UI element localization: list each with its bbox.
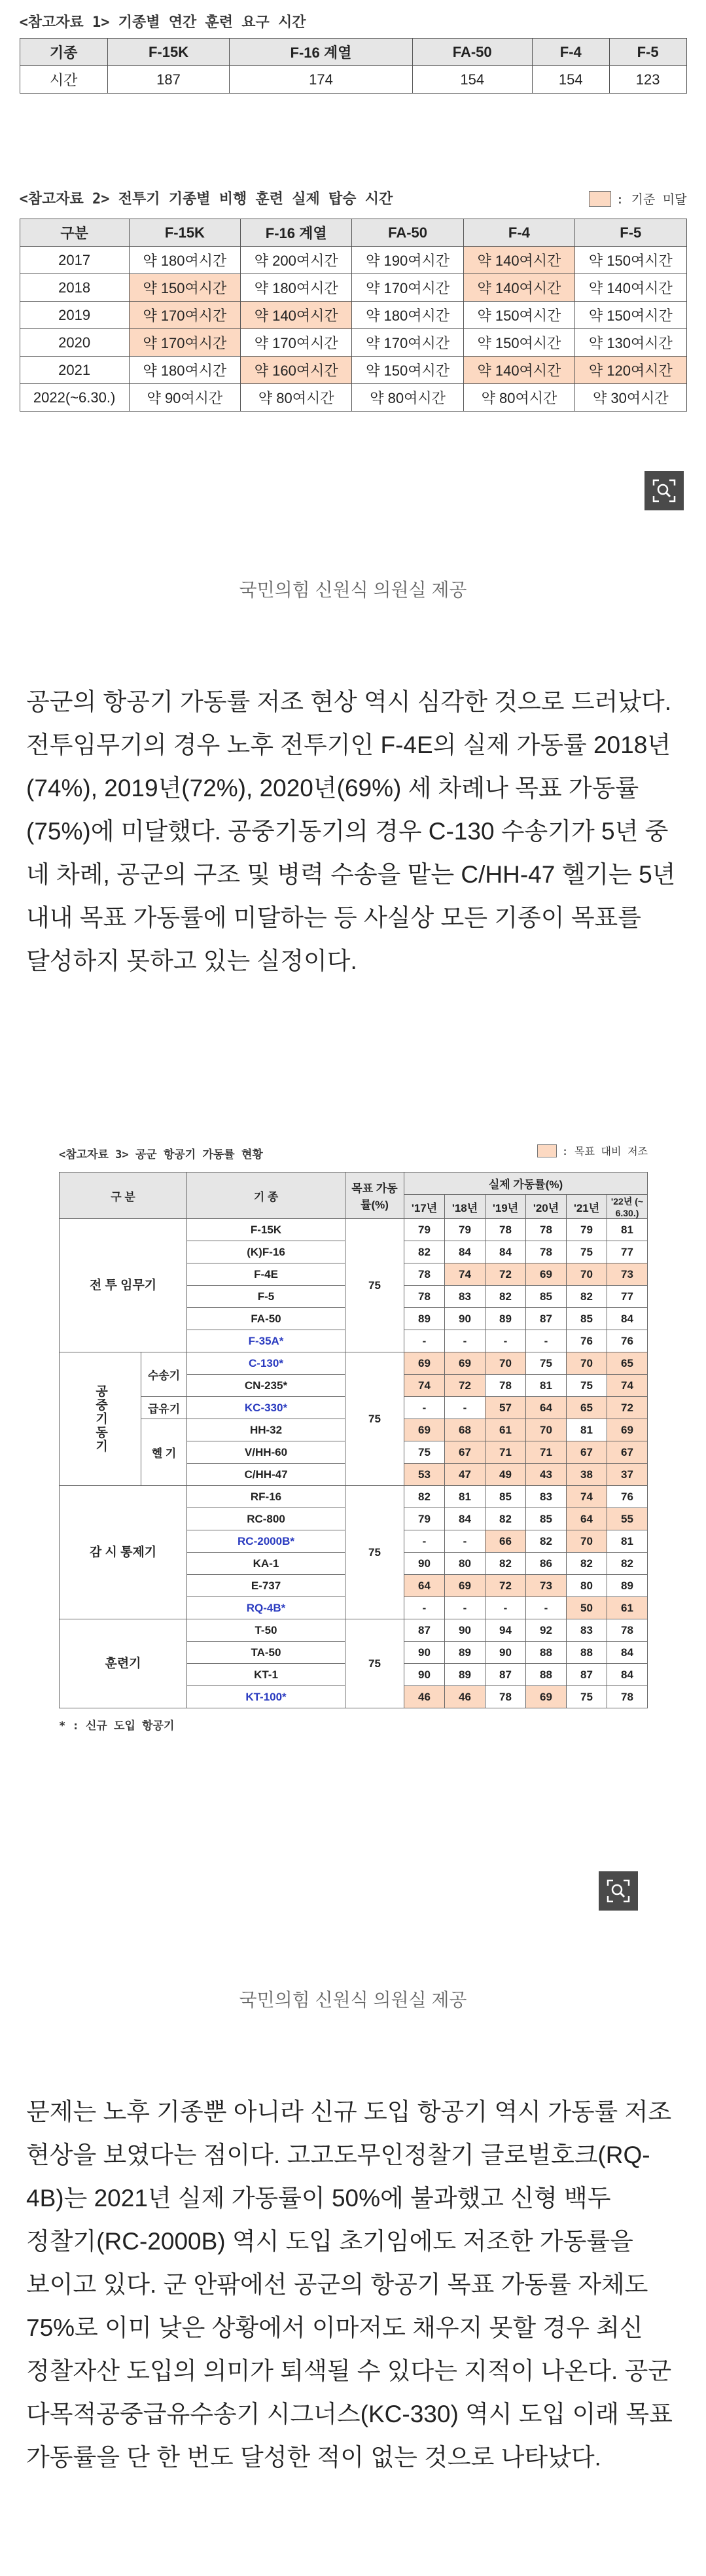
rate-cell: 87 bbox=[485, 1664, 526, 1686]
target-cell: 75 bbox=[345, 1486, 404, 1619]
aircraft-type-cell: (K)F-16 bbox=[187, 1241, 345, 1263]
table-header-cell: F-4 bbox=[532, 39, 609, 66]
rate-cell: 81 bbox=[526, 1375, 567, 1397]
reference-table-1-figure bbox=[0, 13, 706, 94]
rate-cell: 89 bbox=[445, 1642, 485, 1664]
legend bbox=[537, 1143, 648, 1158]
rate-cell: - bbox=[404, 1530, 445, 1553]
table-cell: 약 80여시간 bbox=[241, 384, 352, 412]
rate-cell: 38 bbox=[567, 1464, 607, 1486]
rate-cell: 89 bbox=[404, 1308, 445, 1330]
aircraft-type-cell: KC-330* bbox=[187, 1397, 345, 1419]
rate-cell: 84 bbox=[445, 1508, 485, 1530]
rate-cell: 82 bbox=[485, 1553, 526, 1575]
table-header-cell: F-15K bbox=[129, 219, 240, 247]
rate-cell: 69 bbox=[526, 1686, 567, 1708]
table-header-cell: 기종 bbox=[20, 39, 107, 66]
rate-cell: 80 bbox=[445, 1553, 485, 1575]
group-cell: 감 시 통제기 bbox=[60, 1486, 187, 1619]
reference-2-table bbox=[20, 219, 687, 412]
rate-cell: 90 bbox=[445, 1619, 485, 1642]
table-header-cell: FA-50 bbox=[352, 219, 463, 247]
table-header-cell: FA-50 bbox=[412, 39, 532, 66]
rate-cell: 85 bbox=[526, 1508, 567, 1530]
rate-cell: 75 bbox=[567, 1375, 607, 1397]
table-cell: 174 bbox=[230, 66, 412, 94]
rate-cell: 76 bbox=[607, 1486, 648, 1508]
rate-cell: 82 bbox=[485, 1508, 526, 1530]
aircraft-type-cell: T-50 bbox=[187, 1619, 345, 1642]
table-header-cell: 구분 bbox=[20, 219, 129, 247]
magnifier-icon bbox=[605, 1878, 631, 1904]
legend-swatch bbox=[589, 191, 611, 207]
rate-cell: 82 bbox=[404, 1486, 445, 1508]
table-cell: 약 170여시간 bbox=[129, 329, 240, 357]
group-cell: 공중기동기 bbox=[60, 1352, 141, 1486]
rate-cell: 78 bbox=[485, 1219, 526, 1241]
aircraft-type-cell: CN-235* bbox=[187, 1375, 345, 1397]
rate-cell: 83 bbox=[445, 1286, 485, 1308]
aircraft-type-cell: V/HH-60 bbox=[187, 1441, 345, 1464]
rate-cell: 69 bbox=[404, 1352, 445, 1375]
rate-cell: 67 bbox=[567, 1441, 607, 1464]
article-paragraph-2: 문제는 노후 기종뿐 아니라 신규 도입 항공기 역시 가동률 저조 현상을 보였다는 점이다. 고고도무인정찰기 글로벌호크(RQ-4B)는 2021년 실제 가동률이 50%에 불과했고 신형 백두 정찰기(RC-2000B) 역시 도입 초기임에도 저조한 가동률을 보이고 있다. 군 안팎에선 공군의 항공기 목표 가동률 자체도 75%로 이미 낮은 상황에서 이마저도 채우지 못할 경우 최신 정찰자산 도입의 의미가 퇴색될 수 있다는 지적이 나온다. 공군 다목적공중급유수송기 시그너스(KC-330) 역시 도입 이래 목표 가동률을 단 한 번도 달성한 적이 없는 것으로 나타났다. bbox=[26, 2098, 673, 2471]
rate-cell: 86 bbox=[526, 1553, 567, 1575]
table-header-row bbox=[20, 219, 686, 247]
rate-cell: 78 bbox=[526, 1241, 567, 1263]
table-cell: 약 140여시간 bbox=[575, 274, 686, 302]
rate-cell: 89 bbox=[485, 1308, 526, 1330]
table-row bbox=[60, 1486, 648, 1508]
table-cell: 약 140여시간 bbox=[463, 247, 574, 274]
rate-cell: 84 bbox=[485, 1241, 526, 1263]
rate-cell: 88 bbox=[526, 1642, 567, 1664]
rate-cell: 65 bbox=[567, 1397, 607, 1419]
aircraft-type-cell: FA-50 bbox=[187, 1308, 345, 1330]
table-cell: 187 bbox=[107, 66, 230, 94]
rate-cell: 83 bbox=[567, 1619, 607, 1642]
rate-cell: 67 bbox=[445, 1441, 485, 1464]
rate-cell: 61 bbox=[485, 1419, 526, 1441]
rate-cell: 81 bbox=[607, 1530, 648, 1553]
rate-cell: 75 bbox=[567, 1241, 607, 1263]
table-cell: 약 200여시간 bbox=[241, 247, 352, 274]
table-header-cell: F-5 bbox=[609, 39, 686, 66]
rate-cell: - bbox=[526, 1597, 567, 1619]
table-cell: 약 170여시간 bbox=[129, 302, 240, 329]
aircraft-type-cell: F-5 bbox=[187, 1286, 345, 1308]
rate-cell: - bbox=[445, 1530, 485, 1553]
rate-cell: 47 bbox=[445, 1464, 485, 1486]
rate-cell: 90 bbox=[404, 1553, 445, 1575]
table-row bbox=[20, 302, 686, 329]
rate-cell: - bbox=[445, 1597, 485, 1619]
aircraft-type-cell: C/HH-47 bbox=[187, 1464, 345, 1486]
rate-cell: 46 bbox=[445, 1686, 485, 1708]
table-cell: 약 170여시간 bbox=[241, 329, 352, 357]
table-cell: 약 140여시간 bbox=[241, 302, 352, 329]
rate-cell: 81 bbox=[607, 1219, 648, 1241]
table-cell: 약 140여시간 bbox=[463, 274, 574, 302]
rate-cell: 69 bbox=[445, 1352, 485, 1375]
rate-cell: 74 bbox=[607, 1375, 648, 1397]
aircraft-type-cell: KT-100* bbox=[187, 1686, 345, 1708]
table-cell: 약 150여시간 bbox=[463, 329, 574, 357]
rate-cell: 70 bbox=[567, 1530, 607, 1553]
table-cell: 약 170여시간 bbox=[352, 274, 463, 302]
year-header-cell: '22년 (~ 6.30.) bbox=[607, 1195, 648, 1219]
rate-cell: 84 bbox=[607, 1664, 648, 1686]
rate-cell: 71 bbox=[526, 1441, 567, 1464]
rate-cell: 69 bbox=[607, 1419, 648, 1441]
article-paragraph-1: 공군의 항공기 가동률 저조 현상 역시 심각한 것으로 드러났다. 전투임무기의 경우 노후 전투기인 F-4E의 실제 가동률 2018년(74%), 2019년(72%), 2020년(69%) 세 차례나 목표 가동률(75%)에 미달했다. 공중기동기의 경우 C-130 수송기가 5년 중 네 차례, 공군의 구조 및 병력 수송을 맡는 C/HH-47 헬기는 5년 내내 목표 가동률에 미달하는 등 사실상 모든 기종이 목표를 달성하지 못하고 있는 실정이다. bbox=[26, 688, 676, 974]
rate-cell: - bbox=[445, 1397, 485, 1419]
table-cell: 약 150여시간 bbox=[575, 302, 686, 329]
aircraft-type-cell: HH-32 bbox=[187, 1419, 345, 1441]
rate-cell: 82 bbox=[485, 1286, 526, 1308]
aircraft-type-cell: RF-16 bbox=[187, 1486, 345, 1508]
table-row bbox=[60, 1619, 648, 1642]
aircraft-type-cell: C-130* bbox=[187, 1352, 345, 1375]
reference-table-2-figure bbox=[0, 190, 706, 412]
rate-cell: 78 bbox=[607, 1619, 648, 1642]
rate-cell: 89 bbox=[607, 1575, 648, 1597]
legend bbox=[589, 190, 687, 207]
table-cell: 약 80여시간 bbox=[352, 384, 463, 412]
rate-cell: 79 bbox=[404, 1219, 445, 1241]
rate-cell: 72 bbox=[607, 1397, 648, 1419]
year-cell: 2019 bbox=[20, 302, 129, 329]
rate-cell: 78 bbox=[607, 1686, 648, 1708]
footnote: * : 신규 도입 항공기 bbox=[59, 1720, 175, 1733]
rate-cell: 73 bbox=[526, 1575, 567, 1597]
zoom-button[interactable] bbox=[599, 1871, 638, 1911]
rate-cell: 73 bbox=[607, 1263, 648, 1286]
rate-cell: 94 bbox=[485, 1619, 526, 1642]
aircraft-type-cell: F-35A* bbox=[187, 1330, 345, 1352]
table-header-cell: F-4 bbox=[463, 219, 574, 247]
aircraft-type-cell: KA-1 bbox=[187, 1553, 345, 1575]
rate-cell: 84 bbox=[607, 1308, 648, 1330]
table-cell: 약 80여시간 bbox=[463, 384, 574, 412]
subgroup-cell: 급유기 bbox=[141, 1397, 187, 1419]
rate-cell: 66 bbox=[485, 1530, 526, 1553]
rate-cell: 75 bbox=[526, 1352, 567, 1375]
table-cell: 154 bbox=[412, 66, 532, 94]
table-header-cell: 기 종 bbox=[187, 1173, 345, 1219]
reference-2-title: <참고자료 2> 전투기 기종별 비행 훈련 실제 탑승 시간 bbox=[19, 191, 393, 207]
rate-cell: 81 bbox=[445, 1486, 485, 1508]
rate-cell: 82 bbox=[607, 1553, 648, 1575]
reference-3-table bbox=[59, 1172, 648, 1708]
rate-cell: 70 bbox=[526, 1419, 567, 1441]
aircraft-type-cell: RC-800 bbox=[187, 1508, 345, 1530]
year-cell: 2018 bbox=[20, 274, 129, 302]
rate-cell: 70 bbox=[485, 1352, 526, 1375]
table-row bbox=[60, 1219, 648, 1241]
rate-cell: 87 bbox=[567, 1664, 607, 1686]
aircraft-type-cell: F-15K bbox=[187, 1219, 345, 1241]
year-header-cell: '21년 bbox=[567, 1195, 607, 1219]
rate-cell: - bbox=[404, 1330, 445, 1352]
table-header-cell: F-15K bbox=[107, 39, 230, 66]
rate-cell: 78 bbox=[485, 1375, 526, 1397]
rate-cell: 69 bbox=[404, 1419, 445, 1441]
table-row bbox=[20, 247, 686, 274]
table-cell: 154 bbox=[532, 66, 609, 94]
rate-cell: - bbox=[485, 1597, 526, 1619]
table-header-cell: F-5 bbox=[575, 219, 686, 247]
rate-cell: 85 bbox=[526, 1286, 567, 1308]
rate-cell: 80 bbox=[567, 1575, 607, 1597]
rate-cell: 78 bbox=[404, 1286, 445, 1308]
reference-table-3-figure bbox=[59, 1143, 648, 1733]
aircraft-type-cell: F-4E bbox=[187, 1263, 345, 1286]
year-cell: 2020 bbox=[20, 329, 129, 357]
rate-cell: 67 bbox=[607, 1441, 648, 1464]
table-cell: 약 150여시간 bbox=[352, 357, 463, 384]
table-header-row bbox=[60, 1173, 648, 1195]
rate-cell: 55 bbox=[607, 1508, 648, 1530]
aircraft-type-cell: TA-50 bbox=[187, 1642, 345, 1664]
rate-cell: - bbox=[526, 1330, 567, 1352]
rate-cell: 88 bbox=[526, 1664, 567, 1686]
rate-cell: 50 bbox=[567, 1597, 607, 1619]
year-cell: 2021 bbox=[20, 357, 129, 384]
target-cell: 75 bbox=[345, 1352, 404, 1486]
rate-cell: 85 bbox=[485, 1486, 526, 1508]
rate-cell: 87 bbox=[404, 1619, 445, 1642]
table-row bbox=[20, 357, 686, 384]
year-header-cell: '18년 bbox=[445, 1195, 485, 1219]
rate-cell: 90 bbox=[404, 1642, 445, 1664]
image-caption-2: 국민의힘 신원식 의원실 제공 bbox=[239, 1990, 467, 2010]
rate-cell: 61 bbox=[607, 1597, 648, 1619]
aircraft-type-cell: E-737 bbox=[187, 1575, 345, 1597]
aircraft-type-cell: RQ-4B* bbox=[187, 1597, 345, 1619]
table-cell: 약 160여시간 bbox=[241, 357, 352, 384]
aircraft-type-cell: KT-1 bbox=[187, 1664, 345, 1686]
table-cell: 약 150여시간 bbox=[575, 247, 686, 274]
year-header-cell: '19년 bbox=[485, 1195, 526, 1219]
table-cell: 약 170여시간 bbox=[352, 329, 463, 357]
rate-cell: 92 bbox=[526, 1619, 567, 1642]
rate-cell: 78 bbox=[526, 1219, 567, 1241]
rate-cell: 82 bbox=[404, 1241, 445, 1263]
rate-cell: 46 bbox=[404, 1686, 445, 1708]
table-row bbox=[20, 274, 686, 302]
rate-cell: - bbox=[445, 1330, 485, 1352]
group-cell: 훈련기 bbox=[60, 1619, 187, 1708]
legend-label: : 목표 대비 저조 bbox=[561, 1145, 648, 1157]
rate-cell: 89 bbox=[445, 1664, 485, 1686]
rate-cell: 43 bbox=[526, 1464, 567, 1486]
rate-cell: 82 bbox=[526, 1530, 567, 1553]
year-header-cell: '20년 bbox=[526, 1195, 567, 1219]
rate-cell: 82 bbox=[567, 1553, 607, 1575]
rate-cell: 72 bbox=[485, 1263, 526, 1286]
reference-3-title: <참고자료 3> 공군 항공기 가동률 현황 bbox=[59, 1148, 263, 1161]
rate-cell: 88 bbox=[567, 1642, 607, 1664]
rate-cell: 74 bbox=[445, 1263, 485, 1286]
reference-1-table bbox=[20, 38, 687, 94]
rate-cell: 72 bbox=[445, 1375, 485, 1397]
rate-cell: 69 bbox=[445, 1575, 485, 1597]
rate-cell: - bbox=[404, 1597, 445, 1619]
rate-cell: 76 bbox=[567, 1330, 607, 1352]
rate-cell: 74 bbox=[404, 1375, 445, 1397]
table-row bbox=[60, 1352, 648, 1375]
rate-cell: 79 bbox=[567, 1219, 607, 1241]
rate-cell: 76 bbox=[607, 1330, 648, 1352]
rate-cell: 84 bbox=[445, 1241, 485, 1263]
rate-cell: 70 bbox=[567, 1263, 607, 1286]
rate-cell: 69 bbox=[526, 1263, 567, 1286]
rate-cell: 83 bbox=[526, 1486, 567, 1508]
rate-cell: 81 bbox=[567, 1419, 607, 1441]
table-header-cell: F-16 계열 bbox=[230, 39, 412, 66]
magnifier-icon bbox=[651, 478, 677, 504]
legend-label: : 기준 미달 bbox=[616, 192, 687, 207]
table-header-cell: 실제 가동률(%) bbox=[404, 1173, 648, 1195]
table-cell: 약 130여시간 bbox=[575, 329, 686, 357]
rate-cell: 79 bbox=[445, 1219, 485, 1241]
table-cell: 약 180여시간 bbox=[241, 274, 352, 302]
rate-cell: 87 bbox=[526, 1308, 567, 1330]
year-cell: 2022(~6.30.) bbox=[20, 384, 129, 412]
table-cell: 약 120여시간 bbox=[575, 357, 686, 384]
rate-cell: 75 bbox=[404, 1441, 445, 1464]
table-cell: 약 30여시간 bbox=[575, 384, 686, 412]
aircraft-type-cell: RC-2000B* bbox=[187, 1530, 345, 1553]
table-header-cell: 목표 가동률(%) bbox=[345, 1173, 404, 1219]
year-cell: 2017 bbox=[20, 247, 129, 274]
table-cell: 약 150여시간 bbox=[129, 274, 240, 302]
rate-cell: 85 bbox=[567, 1308, 607, 1330]
rate-cell: 90 bbox=[445, 1308, 485, 1330]
rate-cell: - bbox=[485, 1330, 526, 1352]
target-cell: 75 bbox=[345, 1619, 404, 1708]
subgroup-cell: 수송기 bbox=[141, 1352, 187, 1397]
rate-cell: 79 bbox=[404, 1508, 445, 1530]
rate-cell: 70 bbox=[567, 1352, 607, 1375]
rate-cell: 75 bbox=[567, 1686, 607, 1708]
rate-cell: 64 bbox=[404, 1575, 445, 1597]
rate-cell: 64 bbox=[567, 1508, 607, 1530]
image-caption-1: 국민의힘 신원식 의원실 제공 bbox=[239, 580, 467, 600]
subgroup-cell: 헬 기 bbox=[141, 1419, 187, 1486]
table-header-cell: F-16 계열 bbox=[241, 219, 352, 247]
table-cell: 약 140여시간 bbox=[463, 357, 574, 384]
zoom-button[interactable] bbox=[644, 471, 684, 510]
table-cell: 약 180여시간 bbox=[129, 357, 240, 384]
rate-cell: 84 bbox=[607, 1642, 648, 1664]
table-row bbox=[20, 329, 686, 357]
rate-cell: 78 bbox=[485, 1686, 526, 1708]
rate-cell: 68 bbox=[445, 1419, 485, 1441]
rate-cell: 49 bbox=[485, 1464, 526, 1486]
rate-cell: 78 bbox=[404, 1263, 445, 1286]
table-row bbox=[20, 384, 686, 412]
rate-cell: 57 bbox=[485, 1397, 526, 1419]
rate-cell: 74 bbox=[567, 1486, 607, 1508]
rate-cell: 72 bbox=[485, 1575, 526, 1597]
table-cell: 약 150여시간 bbox=[463, 302, 574, 329]
year-header-cell: '17년 bbox=[404, 1195, 445, 1219]
rate-cell: 71 bbox=[485, 1441, 526, 1464]
rate-cell: - bbox=[404, 1397, 445, 1419]
table-cell: 약 190여시간 bbox=[352, 247, 463, 274]
group-cell: 전 투 임무기 bbox=[60, 1219, 187, 1352]
target-cell: 75 bbox=[345, 1219, 404, 1352]
rate-cell: 37 bbox=[607, 1464, 648, 1486]
table-cell: 시간 bbox=[20, 66, 107, 94]
rate-cell: 53 bbox=[404, 1464, 445, 1486]
rate-cell: 90 bbox=[404, 1664, 445, 1686]
table-cell: 약 90여시간 bbox=[129, 384, 240, 412]
legend-swatch bbox=[537, 1144, 557, 1157]
table-cell: 약 180여시간 bbox=[352, 302, 463, 329]
rate-cell: 90 bbox=[485, 1642, 526, 1664]
rate-cell: 82 bbox=[567, 1286, 607, 1308]
rate-cell: 77 bbox=[607, 1241, 648, 1263]
table-cell: 약 180여시간 bbox=[129, 247, 240, 274]
reference-1-title: <참고자료 1> 기종별 연간 훈련 요구 시간 bbox=[19, 14, 306, 31]
rate-cell: 77 bbox=[607, 1286, 648, 1308]
table-cell: 123 bbox=[609, 66, 686, 94]
rate-cell: 64 bbox=[526, 1397, 567, 1419]
rate-cell: 65 bbox=[607, 1352, 648, 1375]
table-header-cell: 구 분 bbox=[60, 1173, 187, 1219]
